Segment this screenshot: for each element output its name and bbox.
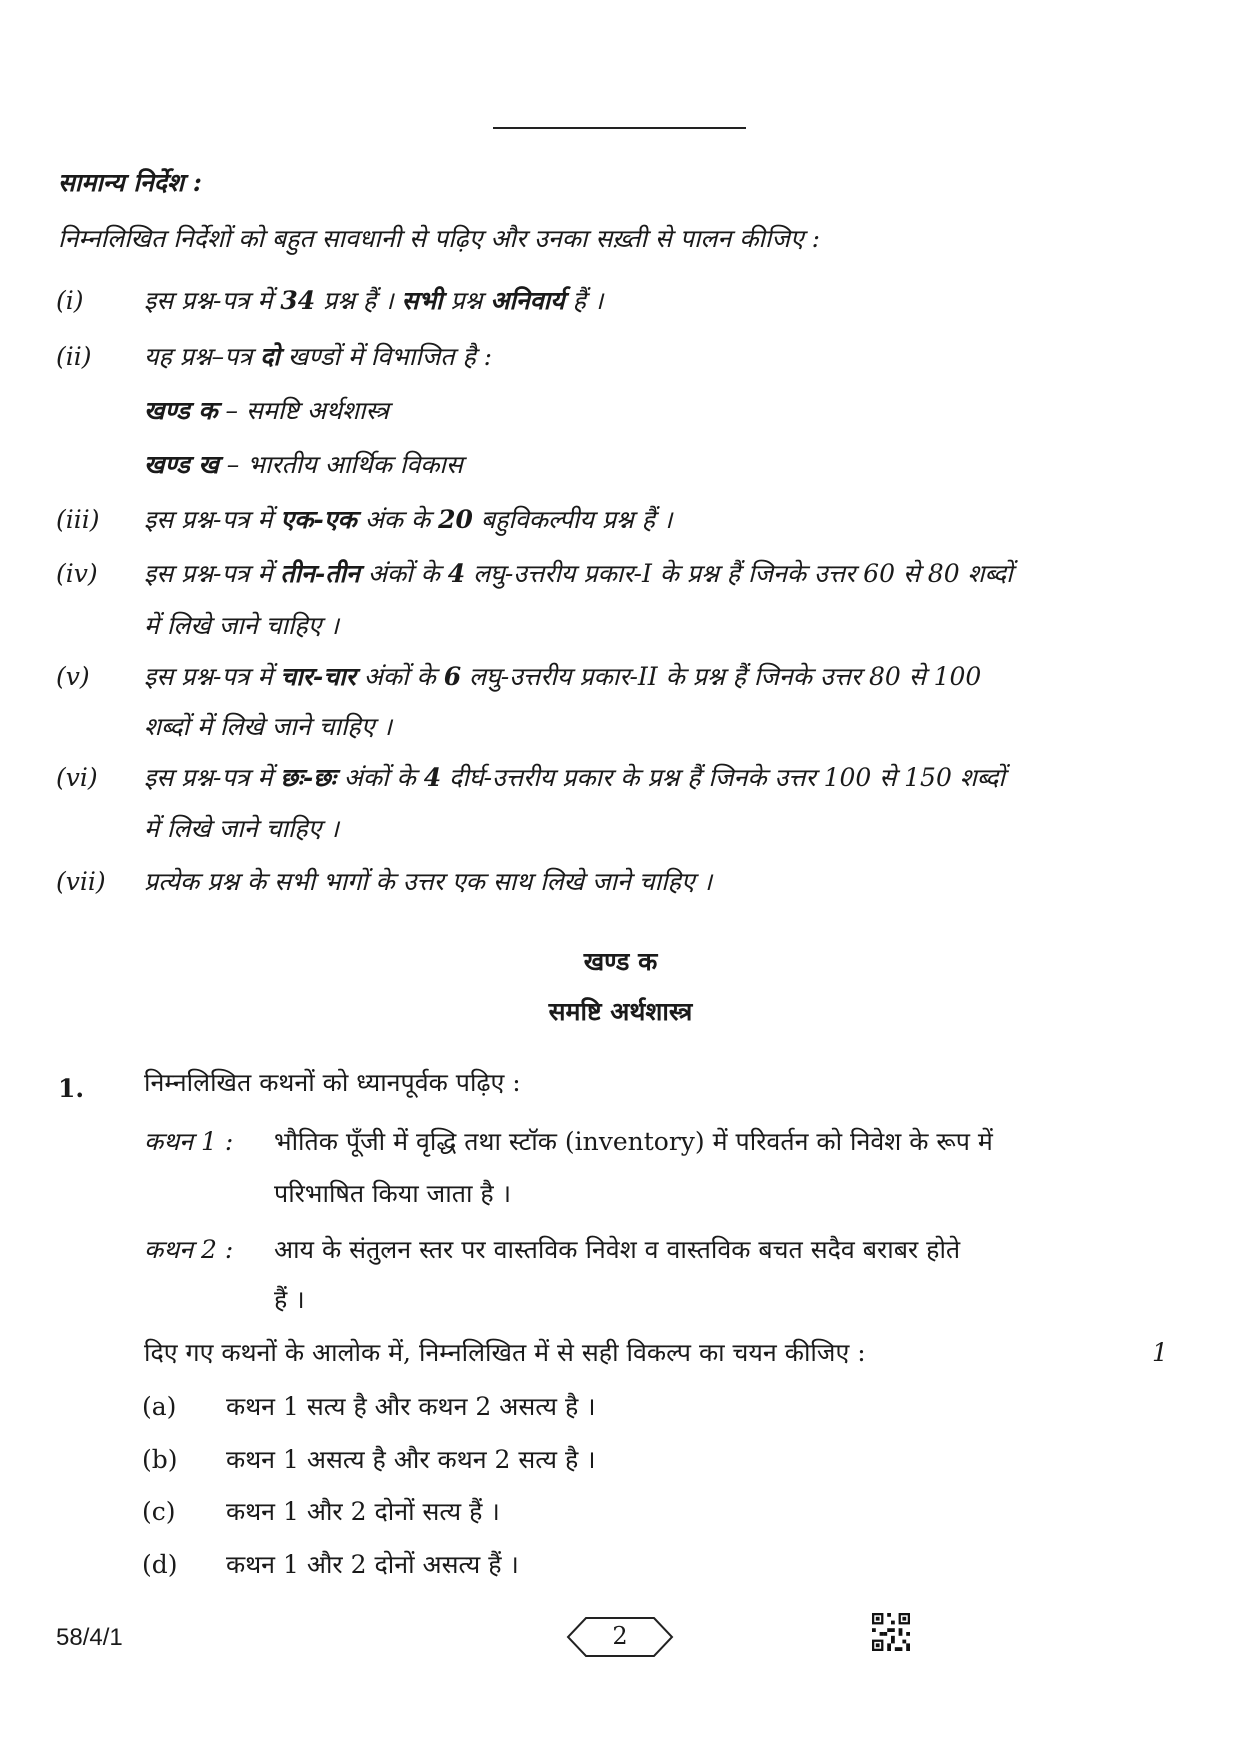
question-instruction: दिए गए कथनों के आलोक में, निम्नलिखित में से सही विकल्प का चयन कीजिए : [144,1338,866,1367]
statement-text: भौतिक पूँजी में वृद्धि तथा स्टॉक (inventory) में परिवर्तन को निवेश के रूप में [274,1127,993,1156]
instruction-text-cont: में लिखे जाने चाहिए । [144,814,339,843]
statement-text: आय के संतुलन स्तर पर वास्तविक निवेश व वास्तविक बचत सदैव बराबर होते [274,1235,961,1264]
instruction-text: यह प्रश्न–पत्र दो खण्डों में विभाजित है : [144,342,493,371]
instruction-text: इस प्रश्न-पत्र में 34 प्रश्न हैं । सभी प्रश्न अनिवार्य हैं । [144,286,604,315]
instruction-text: इस प्रश्न-पत्र में चार-चार अंकों के 6 लघु-उत्तरीय प्रकार-II के प्रश्न हैं जिनके उत्तर 80 से 100 [144,662,982,691]
qr-code-icon [872,1613,910,1651]
instructions-heading: सामान्य निर्देश : [58,168,202,197]
option-letter: (c) [142,1497,176,1526]
statement-text-cont: हैं । [274,1285,305,1314]
instruction-num: (iii) [56,505,100,534]
instruction-text: इस प्रश्न-पत्र में एक-एक अंक के 20 बहुविकल्पीय प्रश्न हैं । [144,505,673,534]
page-number: 2 [612,1622,628,1650]
instruction-text-cont: शब्दों में लिखे जाने चाहिए । [144,712,392,741]
instruction-num: (vii) [56,867,106,896]
statement-text-cont: परिभाषित किया जाता है । [274,1179,512,1208]
instruction-num: (vi) [56,763,98,792]
question-prompt: निम्नलिखित कथनों को ध्यानपूर्वक पढ़िए : [144,1068,521,1097]
section-info-b: खण्ड ख – भारतीय आर्थिक विकास [144,450,463,479]
instruction-num: (ii) [56,342,92,371]
option-text: कथन 1 और 2 दोनों असत्य हैं । [226,1550,519,1579]
instruction-num: (iv) [56,559,98,588]
option-letter: (a) [142,1392,177,1421]
section-title: खण्ड क [583,947,658,976]
marks: 1 [1152,1338,1168,1367]
option-letter: (d) [142,1550,178,1579]
section-subtitle: समष्टि अर्थशास्त्र [548,997,693,1026]
instructions-intro: निम्नलिखित निर्देशों को बहुत सावधानी से पढ़िए और उनका सख़्ती से पालन कीजिए : [58,224,821,253]
statement-label: कथन 2 : [144,1235,234,1264]
option-text: कथन 1 असत्य है और कथन 2 सत्य है । [226,1445,596,1474]
paper-code: 58/4/1 [56,1624,123,1651]
instruction-text: इस प्रश्न-पत्र में तीन-तीन अंकों के 4 लघु-उत्तरीय प्रकार-I के प्रश्न हैं जिनके उत्तर 60 से 80 शब्दों [144,559,1013,588]
section-info-a: खण्ड क – समष्टि अर्थशास्त्र [144,396,389,425]
instruction-num: (v) [56,662,90,691]
option-text: कथन 1 सत्य है और कथन 2 असत्य है । [226,1392,596,1421]
instruction-text-cont: में लिखे जाने चाहिए । [144,611,339,640]
option-text: कथन 1 और 2 दोनों सत्य हैं । [226,1497,500,1526]
instruction-text: प्रत्येक प्रश्न के सभी भागों के उत्तर एक साथ लिखे जाने चाहिए । [144,867,713,896]
top-rule [493,127,746,129]
instruction-text: इस प्रश्न-पत्र में छः-छः अंकों के 4 दीर्घ-उत्तरीय प्रकार के प्रश्न हैं जिनके उत्तर 100 से 150 शब्दों [144,763,1005,792]
page-number-badge [564,1614,676,1660]
statement-label: कथन 1 : [144,1127,234,1156]
option-letter: (b) [142,1445,178,1474]
question-number: 1. [58,1074,85,1103]
instruction-num: (i) [56,286,84,315]
